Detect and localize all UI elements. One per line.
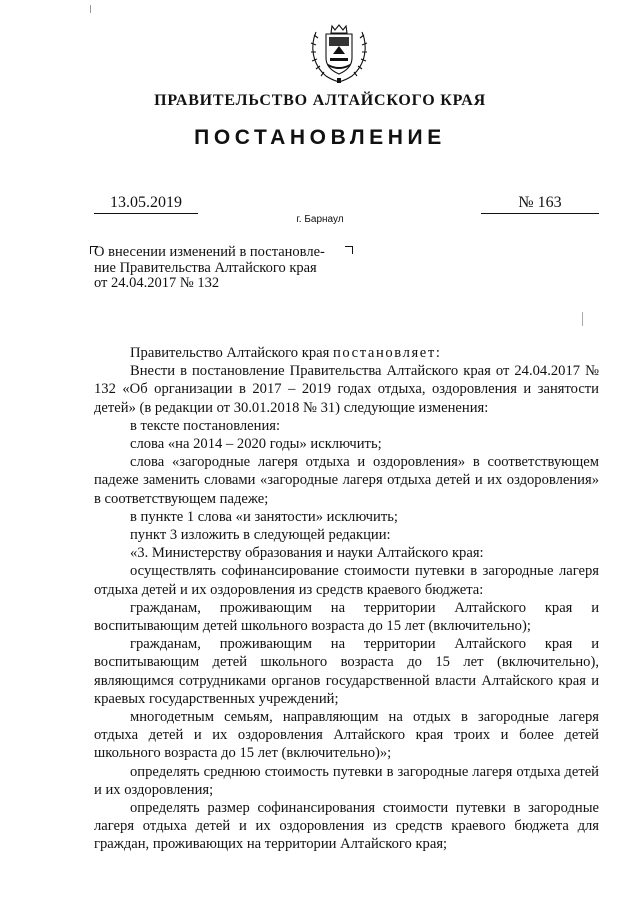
subject-line: ние Правительства Алтайского края [94,259,317,276]
document-date: 13.05.2019 [94,193,198,214]
scan-mark [582,312,583,326]
body-paragraph: в пункте 1 слова «и занятости» исключить; [130,508,398,525]
body-paragraph: определять среднюю стоимость путевки в загородные лагеря отдыха детей и их оздоровления; [94,763,599,798]
document-number: № 163 [481,193,599,214]
document-type-title: ПОСТАНОВЛЕНИЕ [194,126,446,149]
intro-text: Правительство Алтайского края [130,345,333,361]
body-paragraph: многодетным семьям, направляющим на отдых в загородные лагеря отдыха детей и их оздоровления Алтайского края троих и более детей школьного возраста до 15 лет (включительно)»; [94,709,599,762]
body-paragraph: слова «загородные лагеря отдыха и оздоровления» в соответствующем падеже заменить словами «загородные лагеря отдыха детей и их оздоровления» в соответствующем падеже; [94,454,599,507]
scan-mark [90,5,91,13]
body-paragraph: определять размер софинансирования стоимости путевки в загородные лагеря отдыха детей и их оздоровления из средств краевого бюджета для граждан, проживающих на территории Алтайского края; [94,800,599,853]
subject-line: от 24.04.2017 № 132 [94,275,220,291]
body-paragraph: Внести в постановление Правительства Алтайского края от 24.04.2017 № 132 «Об организации в 2017 – 2019 годах отдыха, оздоровления и занятости детей» (в редакции от 30.01.2018 № 31) следующие изменения: [94,363,599,416]
coat-of-arms-icon [306,20,372,86]
body-paragraph: осуществлять софинансирование стоимости путевки в загородные лагеря отдыха детей и их оздоровления из средств краевого бюджета: [94,563,599,598]
body-paragraph: «3. Министерству образования и науки Алтайского края: [130,545,484,562]
body-paragraph: слова «на 2014 – 2020 годы» исключить; [130,436,382,453]
subject-line: О внесении изменений в постановле- [94,244,325,260]
body-paragraph: гражданам, проживающим на территории Алтайского края и воспитывающим детей школьного возраста до 15 лет (включительно), являющимся сотрудниками органов государственной власти Алтайского края и краевых государственных учреждений; [94,636,599,707]
intro-verb: постановляет: [332,345,442,361]
city-label: г. Барнаул [296,214,344,225]
intro-paragraph [94,344,599,362]
body-paragraph: пункт 3 изложить в следующей редакции: [130,527,391,544]
body-paragraph: гражданам, проживающим на территории Алтайского края и воспитывающим детей школьного возраста до 15 лет (включительно); [94,599,599,635]
body-paragraph: в тексте постановления: [130,417,281,434]
organization-title: ПРАВИТЕЛЬСТВО АЛТАЙСКОГО КРАЯ [154,92,486,109]
document-body [94,344,599,854]
document-subject [94,245,356,292]
